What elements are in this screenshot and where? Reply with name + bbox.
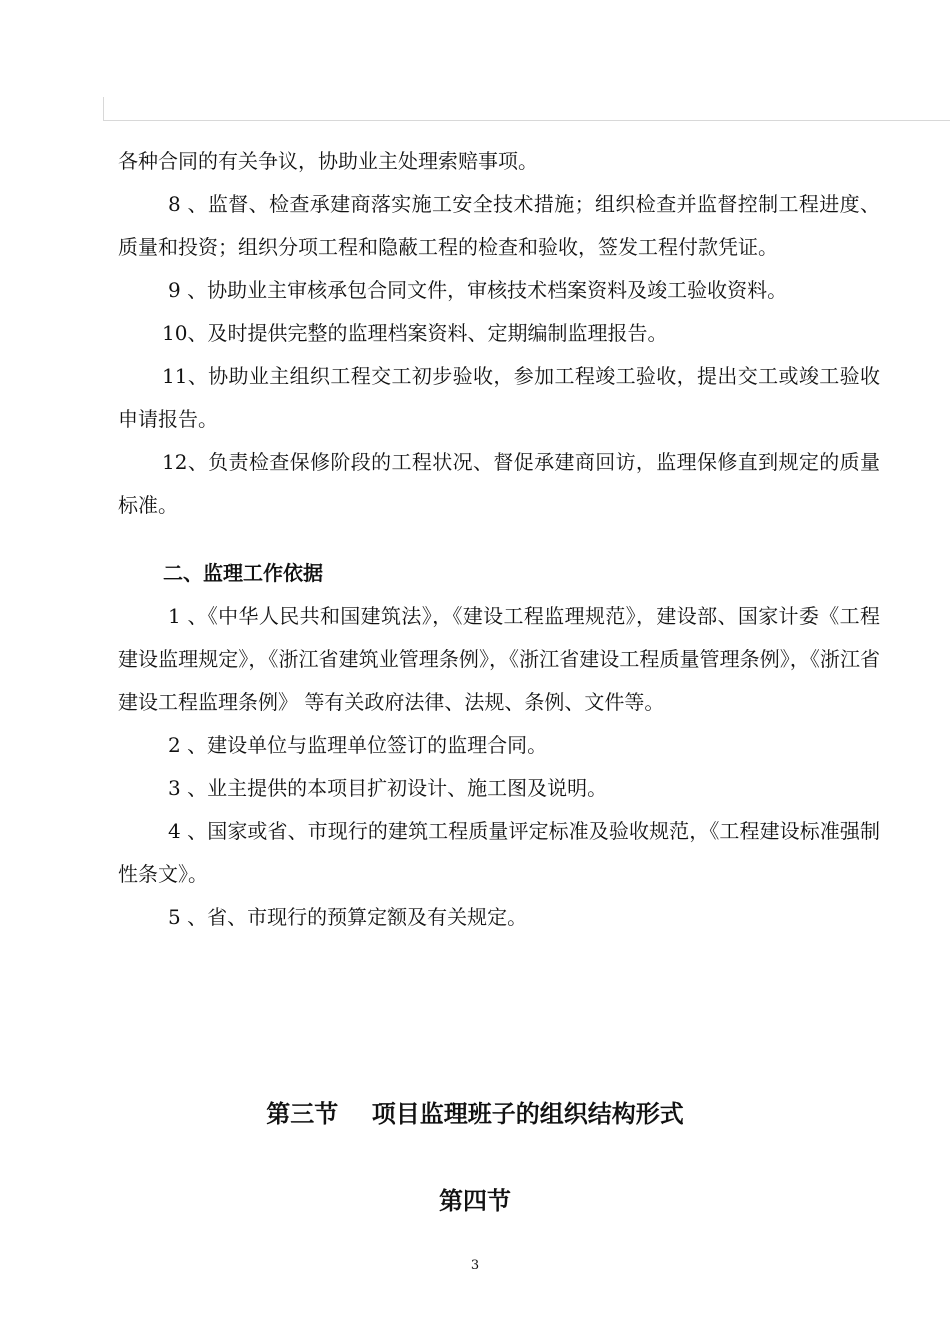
basis-item-5: 5 、省、市现行的预算定额及有关规定。 — [168, 905, 528, 929]
section-3-title: 第三节 项目监理班子的组织结构形式 — [266, 1100, 684, 1128]
duty-item-10: 10、及时提供完整的监理档案资料、定期编制监理报告。 — [162, 321, 668, 345]
basis-item-1: 1 、《中华人民共和国建筑法》，《建设工程监理规范》，建设部、国家计委《工程建设监理规定》，《浙江省建筑业管理条例》，《浙江省建设工程质量管理条例》，《浙江省建设工程监理条例》 等有关政府法律、法规、条例、文件等。 — [118, 604, 880, 714]
paragraph-gap — [118, 527, 880, 552]
basis-item-2: 2 、建设单位与监理单位签订的监理合同。 — [168, 733, 548, 757]
header-rule — [103, 97, 950, 121]
basis-item-3: 3 、业主提供的本项目扩初设计、施工图及说明。 — [168, 776, 608, 800]
basis-item-4: 4 、国家或省、市现行的建筑工程质量评定标准及验收规范，《工程建设标准强制性条文》。 — [118, 819, 880, 886]
document-body — [118, 140, 880, 939]
duty-item-8: 8 、监督、检查承建商落实施工安全技术措施；组织检查并监督控制工程进度、质量和投资；组织分项工程和隐蔽工程的检查和验收，签发工程付款凭证。 — [118, 192, 880, 259]
page-number: 3 — [470, 1258, 480, 1273]
duty-item-12: 12、负责检查保修阶段的工程状况、督促承建商回访，监理保修直到规定的质量标准。 — [118, 450, 880, 517]
duty-continued: 各种合同的有关争议，协助业主处理索赔事项。 — [118, 149, 538, 173]
duty-item-9: 9 、协助业主审核承包合同文件，审核技术档案资料及竣工验收资料。 — [168, 278, 788, 302]
basis-heading: 二、监理工作依据 — [163, 561, 323, 585]
section-4-title: 第四节 — [439, 1187, 511, 1215]
duty-item-11: 11、协助业主组织工程交工初步验收，参加工程竣工验收，提出交工或竣工验收申请报告。 — [118, 364, 880, 431]
